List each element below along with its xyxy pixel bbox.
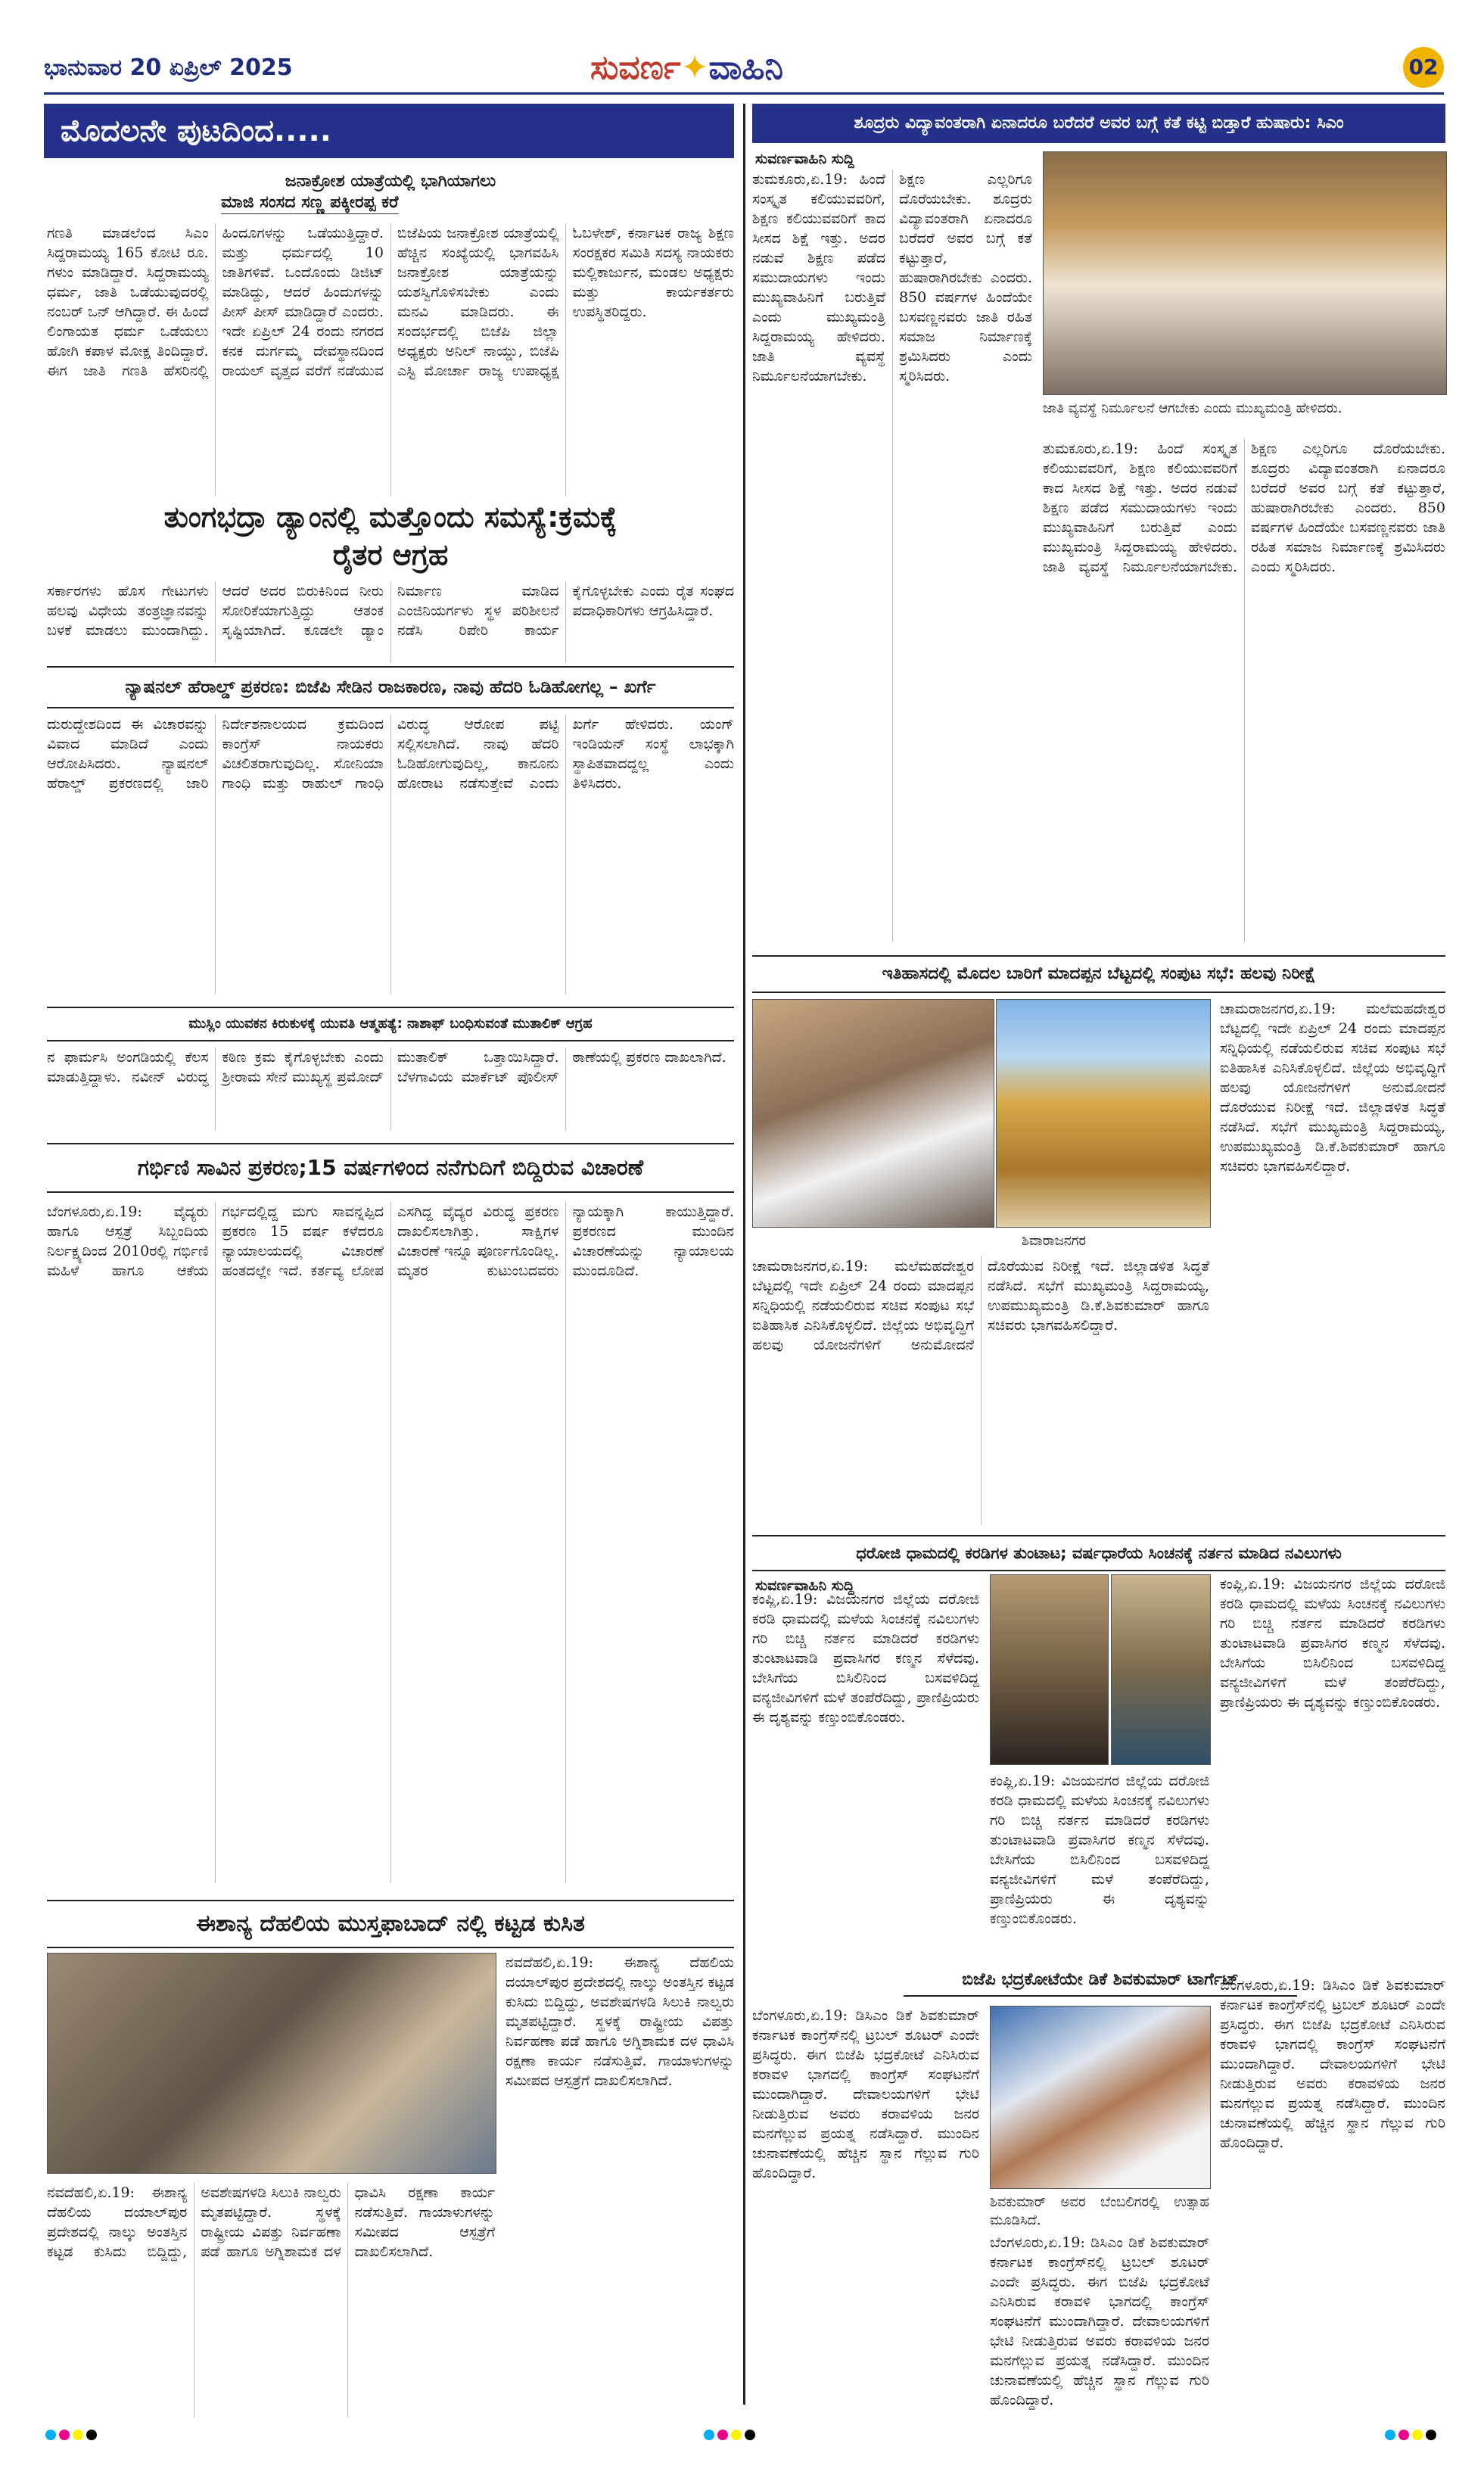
article-cm-janakrosha — [47, 168, 734, 486]
article-headline: ಈಶಾನ್ಯ ದೆಹಲಿಯ ಮುಸ್ತಫಾಬಾದ್ ನಲ್ಲಿ ಕಟ್ಟಡ ಕುಸಿತ — [47, 1900, 734, 1948]
article-body: ದುರುದ್ದೇಶದಿಂದ ಈ ವಿಚಾರವನ್ನು ವಿವಾದ ಮಾಡಿದೆ ಎಂದು ಆರೋಪಿಸಿದರು. ನ್ಯಾಷನಲ್ ಹೆರಾಲ್ಡ್ ಪ್ರಕರಣದಲ್ಲಿ ಜಾರಿ ನಿರ್ದೇಶನಾಲಯದ ಕ್ರಮದಿಂದ ಕಾಂಗ್ರೆಸ್ ನಾಯಕರು ವಿಚಲಿತರಾಗುವುದಿಲ್ಲ. ಸೋನಿಯಾ ಗಾಂಧಿ ಮತ್ತು ರಾಹುಲ್ ಗಾಂಧಿ ವಿರುದ್ಧ ಆರೋಪ ಪಟ್ಟಿ ಸಲ್ಲಿಸಲಾಗಿದೆ. ನಾವು ಹೆದರಿ ಓಡಿಹೋಗುವುದಿಲ್ಲ, ಕಾನೂನು ಹೋರಾಟ ನಡೆಸುತ್ತೇವೆ ಎಂದು ಖರ್ಗೆ ಹೇಳಿದರು. ಯಂಗ್ ಇಂಡಿಯನ್ ಸಂಸ್ಥೆ ಲಾಭಕ್ಕಾಗಿ ಸ್ಥಾಪಿತವಾದದ್ದಲ್ಲ ಎಂದು ತಿಳಿಸಿದರು. — [47, 716, 734, 792]
dks-body-3: ಬೆಂಗಳೂರು,ಏ.19: ಡಿಸಿಎಂ ಡಿಕೆ ಶಿವಕುಮಾರ್ ಕರ್ನಾಟಕ ಕಾಂಗ್ರೆಸ್‌ನಲ್ಲಿ ಟ್ರಬಲ್ ಶೂಟರ್ ಎಂದೇ ಪ್ರಸಿದ್ಧರು. ಈಗ ಬಿಜೆಪಿ ಭದ್ರಕೋಟೆ ಎನಿಸಿರುವ ಕರಾವಳಿ ಭಾಗದಲ್ಲಿ ಕಾಂಗ್ರೆಸ್ ಸಂಘಟನೆಗೆ ಮುಂದಾಗಿದ್ದಾರೆ. ದೇವಾಲಯಗಳಿಗೆ ಭೇಟಿ ನೀಡುತ್ತಿರುವ ಅವರು ಕರಾವಳಿಯ ಜನರ ಮನಗೆಲ್ಲುವ ಪ್ರಯತ್ನ ನಡೆಸಿದ್ದಾರೆ. ಮುಂದಿನ ಚುನಾವಣೆಯಲ್ಲಿ ಹೆಚ್ಚಿನ ಸ್ಥಾನ ಗೆಲ್ಲುವ ಗುರಿ ಹೊಂದಿದ್ದಾರೆ. — [1220, 1977, 1445, 2151]
cabinet-body-side: ಚಾಮರಾಜನಗರ,ಏ.19: ಮಲೆಮಹದೇಶ್ವರ ಬೆಟ್ಟದಲ್ಲಿ ಇದೇ ಏಪ್ರಿಲ್ 24 ರಂದು ಮಾದಪ್ಪನ ಸನ್ನಿಧಿಯಲ್ಲಿ ನಡೆಯಲಿರುವ ಸಚಿವ ಸಂಪುಟ ಸಭೆ ಐತಿಹಾಸಿಕ ಎನಿಸಿಕೊಳ್ಳಲಿದೆ. ಜಿಲ್ಲೆಯ ಅಭಿವೃದ್ಧಿಗೆ ಹಲವು ಯೋಜನೆಗಳಿಗೆ ಅನುಮೋದನೆ ದೊರೆಯುವ ನಿರೀಕ್ಷೆ ಇದೆ. ಜಿಲ್ಲಾಡಳಿತ ಸಿದ್ಧತೆ ನಡೆಸಿದೆ. ಸಭೆಗೆ ಮುಖ್ಯಮಂತ್ರಿ ಸಿದ್ದರಾಮಯ್ಯ, ಉಪಮುಖ್ಯಮಂತ್ರಿ ಡಿ.ಕೆ.ಶಿವಕುಮಾರ್ ಹಾಗೂ ಸಚಿವರು ಭಾಗವಹಿಸಲಿದ್ದಾರೆ. — [1220, 1001, 1445, 1175]
daroji-body: ಕಂಪ್ಲಿ,ಏ.19: ವಿಜಯನಗರ ಜಿಲ್ಲೆಯ ದರೋಜಿ ಕರಡಿ ಧಾಮದಲ್ಲಿ ಮಳೆಯ ಸಿಂಚನಕ್ಕೆ ನವಿಲುಗಳು ಗರಿ ಬಿಚ್ಚಿ ನರ್ತನ ಮಾಡಿದರೆ ಕರಡಿಗಳು ತುಂಟಾಟವಾಡಿ ಪ್ರವಾಸಿಗರ ಕಣ್ಮನ ಸೆಳೆದವು. ಬೇಸಿಗೆಯ ಬಿಸಿಲಿನಿಂದ ಬಸವಳಿದಿದ್ದ ವನ್ಯಜೀವಿಗಳಿಗೆ ಮಳೆ ತಂಪೆರೆದಿದ್ದು, ಪ್ರಾಣಿಪ್ರಿಯರು ಈ ದೃಶ್ಯವನ್ನು ಕಣ್ತುಂಬಿಕೊಂಡರು. — [752, 1591, 979, 1726]
article-national-herald — [47, 666, 734, 999]
article-body: ಸರ್ಕಾರಗಳು ಹೊಸ ಗೇಟುಗಳು ಹಲವು ವಿಧೇಯ ತಂತ್ರಜ್ಞಾನವನ್ನು ಬಳಕೆ ಮಾಡಲು ಮುಂದಾಗಿದ್ದು. ಆದರೆ ಅದರ ಬಿರುಕಿನಿಂದ ನೀರು ಸೋರಿಕೆಯಾಗುತ್ತಿದ್ದು ಆತಂಕ ಸೃಷ್ಟಿಯಾಗಿದೆ. ಕೂಡಲೇ ಡ್ಯಾಂ ನಿರ್ಮಾಣ ಮಾಡಿದ ಎಂಜಿನಿಯರ್ಗಳು ಸ್ಥಳ ಪರಿಶೀಲನೆ ನಡೆಸಿ ರಿಪೇರಿ ಕಾರ್ಯ ಕೈಗೊಳ್ಳಬೇಕು ಎಂದು ರೈತ ಸಂಘದ ಪದಾಧಿಕಾರಿಗಳು ಆಗ್ರಹಿಸಿದ್ದಾರೆ. — [47, 583, 734, 639]
dks-photo-caption: ಶಿವಕುಮಾರ್ ಅವರ ಬೆಂಬಲಿಗರಲ್ಲಿ ಉತ್ಸಾಹ ಮೂಡಿಸಿದೆ. — [990, 2194, 1209, 2228]
bears-photo — [990, 1574, 1109, 1765]
temple-gopuram-photo — [996, 999, 1211, 1228]
column-divider — [743, 104, 745, 2405]
cm-shudra-body-2: ತುಮಕೂರು,ಏ.19: ಹಿಂದೆ ಸಂಸ್ಕೃತ ಕಲಿಯುವವರಿಗೆ, ಶಿಕ್ಷಣ ಕಲಿಯುವವರಿಗೆ ಕಾದ ಸೀಸದ ಶಿಕ್ಷೆ ಇತ್ತು. ಅದರ ನಡುವೆ ಶಿಕ್ಷಣ ಪಡೆದ ಸಮುದಾಯಗಳು ಇಂದು ಮುಖ್ಯವಾಹಿನಿಗೆ ಬರುತ್ತಿವೆ ಎಂದು ಮುಖ್ಯಮಂತ್ರಿ ಸಿದ್ದರಾಮಯ್ಯ ಹೇಳಿದರು. ಜಾತಿ ವ್ಯವಸ್ಥೆ ನಿರ್ಮೂಲನೆಯಾಗಬೇಕು. ಶಿಕ್ಷಣ ಎಲ್ಲರಿಗೂ ದೊರೆಯಬೇಕು. ಶೂದ್ರರು ವಿದ್ಯಾವಂತರಾಗಿ ಏನಾದರೂ ಬರೆದರೆ ಅವರ ಬಗ್ಗೆ ಕತೆ ಕಟ್ಟುತ್ತಾರೆ, ಹುಷಾರಾಗಿರಬೇಕು ಎಂದರು. 850 ವರ್ಷಗಳ ಹಿಂದೆಯೇ ಬಸವಣ್ಣನವರು ಜಾತಿ ರಹಿತ ಸಮಾಜ ನಿರ್ಮಾಣಕ್ಕೆ ಶ್ರಮಿಸಿದರು ಎಂದು ಸ್ಮರಿಸಿದರು. — [1043, 441, 1445, 575]
cabinet-body: ಚಾಮರಾಜನಗರ,ಏ.19: ಮಲೆಮಹದೇಶ್ವರ ಬೆಟ್ಟದಲ್ಲಿ ಇದೇ ಏಪ್ರಿಲ್ 24 ರಂದು ಮಾದಪ್ಪನ ಸನ್ನಿಧಿಯಲ್ಲಿ ನಡೆಯಲಿರುವ ಸಚಿವ ಸಂಪುಟ ಸಭೆ ಐತಿಹಾಸಿಕ ಎನಿಸಿಕೊಳ್ಳಲಿದೆ. ಜಿಲ್ಲೆಯ ಅಭಿವೃದ್ಧಿಗೆ ಹಲವು ಯೋಜನೆಗಳಿಗೆ ಅನುಮೋದನೆ ದೊರೆಯುವ ನಿರೀಕ್ಷೆ ಇದೆ. ಜಿಲ್ಲಾಡಳಿತ ಸಿದ್ಧತೆ ನಡೆಸಿದೆ. ಸಭೆಗೆ ಮುಖ್ಯಮಂತ್ರಿ ಸಿದ್ದರಾಮಯ್ಯ, ಉಪಮುಖ್ಯಮಂತ್ರಿ ಡಿ.ಕೆ.ಶಿವಕುಮಾರ್ ಹಾಗೂ ಸಚಿವರು ಭಾಗವಹಿಸಲಿದ್ದಾರೆ. — [752, 1258, 1209, 1353]
brand-right: ವಾಹಿನಿ — [708, 48, 783, 87]
issue-date: ಭಾನುವಾರ 20 ಏಪ್ರಿಲ್ 2025 — [44, 54, 293, 81]
article-dateline: ಸುವರ್ಣವಾಹಿನಿ ಸುದ್ದಿ — [755, 1577, 854, 1594]
article-body: ಬೆಂಗಳೂರು,ಏ.19: ವೈದ್ಯರು ಹಾಗೂ ಆಸ್ಪತ್ರೆ ಸಿಬ್ಬಂದಿಯ ನಿರ್ಲಕ್ಷ್ಯದಿಂದ 2010ರಲ್ಲಿ ಗರ್ಭಿಣಿ ಮಹಿಳೆ ಹಾಗೂ ಆಕೆಯ ಗರ್ಭದಲ್ಲಿದ್ದ ಮಗು ಸಾವನ್ನಪ್ಪಿದ ಪ್ರಕರಣ 15 ವರ್ಷ ಕಳೆದರೂ ನ್ಯಾಯಾಲಯದಲ್ಲಿ ವಿಚಾರಣೆ ಹಂತದಲ್ಲೇ ಇದೆ. ಕರ್ತವ್ಯ ಲೋಪ ಎಸಗಿದ್ದ ವೈದ್ಯರ ವಿರುದ್ಧ ಪ್ರಕರಣ ದಾಖಲಿಸಲಾಗಿತ್ತು. ಸಾಕ್ಷಿಗಳ ವಿಚಾರಣೆ ಇನ್ನೂ ಪೂರ್ಣಗೊಂಡಿಲ್ಲ. ಮೃತರ ಕುಟುಂಬದವರು ನ್ಯಾಯಕ್ಕಾಗಿ ಕಾಯುತ್ತಿದ್ದಾರೆ. ಪ್ರಕರಣದ ಮುಂದಿನ ವಿಚಾರಣೆಯನ್ನು ನ್ಯಾಯಾಲಯ ಮುಂದೂಡಿದೆ. — [47, 1203, 734, 1279]
dk-shivakumar-photo — [990, 2006, 1211, 2189]
article-headline: ಮುಸ್ಲಿಂ ಯುವಕನ ಕಿರುಕುಳಕ್ಕೆ ಯುವತಿ ಆತ್ಮಹತ್ಯೆ: ನಾಶಾಫ್ ಬಂಧಿಸುವಂತೆ ಮುತಾಲಿಕ್ ಆಗ್ರಹ — [47, 1007, 734, 1041]
article-body: ನ ಫಾರ್ಮಸಿ ಅಂಗಡಿಯಲ್ಲಿ ಕೆಲಸ ಮಾಡುತ್ತಿದ್ದಾಳು. ನವೀನ್ ವಿರುದ್ಧ ಕಠಿಣ ಕ್ರಮ ಕೈಗೊಳ್ಳಬೇಕು ಎಂದು ಶ್ರೀರಾಮ ಸೇನೆ ಮುಖ್ಯಸ್ಥ ಪ್ರಮೋದ್ ಮುತಾಲಿಕ್ ಒತ್ತಾಯಿಸಿದ್ದಾರೆ. ಬೆಳಗಾವಿಯ ಮಾರ್ಕೆಟ್ ಪೊಲೀಸ್ ಠಾಣೆಯಲ್ಲಿ ಪ್ರಕರಣ ದಾಖಲಾಗಿದೆ. — [47, 1049, 726, 1085]
article-headline: ಧರೋಜಿ ಧಾಮದಲ್ಲಿ ಕರಡಿಗಳ ತುಂಟಾಟ; ವರ್ಷಧಾರೆಯ ಸಿಂಚನಕ್ಕೆ ನರ್ತನ ಮಾಡಿದ ನವಿಲುಗಳು — [752, 1535, 1445, 1571]
registration-marks-left — [45, 2430, 97, 2440]
article-pregnant-death — [47, 1143, 734, 1892]
newspaper-logo — [590, 48, 783, 87]
cm-photo-caption: ಜಾತಿ ವ್ಯವಸ್ಥೆ ನಿರ್ಮೂಲನೆ ಆಗಬೇಕು ಎಂದು ಮುಖ್ಯಮಂತ್ರಿ ಹೇಳಿದರು. — [1043, 400, 1342, 416]
article-dateline: ಸುವರ್ಣವಾಹಿನಿ ಸುದ್ದಿ — [755, 151, 854, 167]
temple-photo-caption: ಶಿವಾರಾಜನಗರ — [1022, 1233, 1087, 1249]
article-headline: ಗರ್ಭಿಣಿ ಸಾವಿನ ಪ್ರಕರಣ;15 ವರ್ಷಗಳಿಂದ ನನೆಗುದಿಗೆ ಬಿದ್ದಿರುವ ವಿಚಾರಣೆ — [47, 1143, 734, 1193]
cm-stage-photo — [1043, 151, 1447, 395]
article-muthalik — [47, 1007, 734, 1135]
article-headline: ಬಿಜೆಪಿ ಭದ್ರಕೋಟೆಯೇ ಡಿಕೆ ಶಿವಕುಮಾರ್ ಟಾರ್ಗೆಟ್ — [904, 1965, 1297, 1997]
article-headline: ನ್ಯಾಷನಲ್ ಹೆರಾಲ್ಡ್ ಪ್ರಕರಣ: ಬಿಜೆಪಿ ಸೇಡಿನ ರಾಜಕಾರಣ, ನಾವು ಹೆದರಿ ಓಡಿಹೋಗಲ್ಲ – ಖರ್ಗೆ — [47, 666, 734, 708]
masthead — [44, 47, 1444, 95]
page-number: 02 — [1403, 47, 1444, 88]
mustafabad-body: ನವದೆಹಲಿ,ಏ.19: ಈಶಾನ್ಯ ದೆಹಲಿಯ ದಯಾಲ್‌ಪುರ ಪ್ರದೇಶದಲ್ಲಿ ನಾಲ್ಕು ಅಂತಸ್ತಿನ ಕಟ್ಟಡ ಕುಸಿದು ಬಿದ್ದಿದ್ದು, ಅವಶೇಷಗಳಡಿ ಸಿಲುಕಿ ನಾಲ್ವರು ಮೃತಪಟ್ಟಿದ್ದಾರೆ. ಸ್ಥಳಕ್ಕೆ ರಾಷ್ಟ್ರೀಯ ವಿಪತ್ತು ನಿರ್ವಹಣಾ ಪಡೆ ಹಾಗೂ ಅಗ್ನಿಶಾಮಕ ದಳ ಧಾವಿಸಿ ರಕ್ಷಣಾ ಕಾರ್ಯ ನಡೆಸುತ್ತಿವೆ. ಗಾಯಾಳುಗಳನ್ನು ಸಮೀಪದ ಆಸ್ಪತ್ರೆಗೆ ದಾಖಲಿಸಲಾಗಿದೆ. — [47, 2184, 495, 2260]
article-headline: ಇತಿಹಾಸದಲ್ಲಿ ಮೊದಲ ಬಾರಿಗೆ ಮಾದಪ್ಪನ ಬೆಟ್ಟದಲ್ಲಿ ಸಂಪುಟ ಸಭೆ: ಹಲವು ನಿರೀಕ್ಷೆ — [752, 955, 1445, 993]
sun-icon: ✦ — [680, 48, 709, 87]
peacock-photo — [1111, 1574, 1211, 1765]
daroji-body-2: ಕಂಪ್ಲಿ,ಏ.19: ವಿಜಯನಗರ ಜಿಲ್ಲೆಯ ದರೋಜಿ ಕರಡಿ ಧಾಮದಲ್ಲಿ ಮಳೆಯ ಸಿಂಚನಕ್ಕೆ ನವಿಲುಗಳು ಗರಿ ಬಿಚ್ಚಿ ನರ್ತನ ಮಾಡಿದರೆ ಕರಡಿಗಳು ತುಂಟಾಟವಾಡಿ ಪ್ರವಾಸಿಗರ ಕಣ್ಮನ ಸೆಳೆದವು. ಬೇಸಿಗೆಯ ಬಿಸಿಲಿನಿಂದ ಬಸವಳಿದಿದ್ದ ವನ್ಯಜೀವಿಗಳಿಗೆ ಮಳೆ ತಂಪೆರೆದಿದ್ದು, ಪ್ರಾಣಿಪ್ರಿಯರು ಈ ದೃಶ್ಯವನ್ನು ಕಣ್ತುಂಬಿಕೊಂಡರು. — [990, 1773, 1209, 1927]
daroji-body-3: ಕಂಪ್ಲಿ,ಏ.19: ವಿಜಯನಗರ ಜಿಲ್ಲೆಯ ದರೋಜಿ ಕರಡಿ ಧಾಮದಲ್ಲಿ ಮಳೆಯ ಸಿಂಚನಕ್ಕೆ ನವಿಲುಗಳು ಗರಿ ಬಿಚ್ಚಿ ನರ್ತನ ಮಾಡಿದರೆ ಕರಡಿಗಳು ತುಂಟಾಟವಾಡಿ ಪ್ರವಾಸಿಗರ ಕಣ್ಮನ ಸೆಳೆದವು. ಬೇಸಿಗೆಯ ಬಿಸಿಲಿನಿಂದ ಬಸವಳಿದಿದ್ದ ವನ್ಯಜೀವಿಗಳಿಗೆ ಮಳೆ ತಂಪೆರೆದಿದ್ದು, ಪ್ರಾಣಿಪ್ರಿಯರು ಈ ದೃಶ್ಯವನ್ನು ಕಣ್ತುಂಬಿಕೊಂಡರು. — [1220, 1576, 1445, 1711]
article-subkicker: ಮಾಜಿ ಸಂಸದ ಸಣ್ಣ ಪಕ್ಕೀರಪ್ಪ ಕರೆ — [221, 192, 399, 214]
section-heading: ಮೊದಲನೇ ಪುಟದಿಂದ..... — [44, 104, 734, 158]
dks-body-2: ಬೆಂಗಳೂರು,ಏ.19: ಡಿಸಿಎಂ ಡಿಕೆ ಶಿವಕುಮಾರ್ ಕರ್ನಾಟಕ ಕಾಂಗ್ರೆಸ್‌ನಲ್ಲಿ ಟ್ರಬಲ್ ಶೂಟರ್ ಎಂದೇ ಪ್ರಸಿದ್ಧರು. ಈಗ ಬಿಜೆಪಿ ಭದ್ರಕೋಟೆ ಎನಿಸಿರುವ ಕರಾವಳಿ ಭಾಗದಲ್ಲಿ ಕಾಂಗ್ರೆಸ್ ಸಂಘಟನೆಗೆ ಮುಂದಾಗಿದ್ದಾರೆ. ದೇವಾಲಯಗಳಿಗೆ ಭೇಟಿ ನೀಡುತ್ತಿರುವ ಅವರು ಕರಾವಳಿಯ ಜನರ ಮನಗೆಲ್ಲುವ ಪ್ರಯತ್ನ ನಡೆಸಿದ್ದಾರೆ. ಮುಂದಿನ ಚುನಾವಣೆಯಲ್ಲಿ ಹೆಚ್ಚಿನ ಸ್ಥಾನ ಗೆಲ್ಲುವ ಗುರಿ ಹೊಂದಿದ್ದಾರೆ. — [990, 2234, 1209, 2408]
registration-marks-right — [1385, 2430, 1436, 2440]
brand-left: ಸುವರ್ಣ — [590, 48, 681, 87]
cabinet-press-photo — [752, 999, 994, 1228]
article-body: ಗಣತಿ ಮಾಡಲೆಂದ ಸಿಎಂ ಸಿದ್ದರಾಮಯ್ಯ 165 ಕೋಟಿ ರೂ. ಗಳುಂ ಮಾಡಿದ್ದಾರೆ. ಸಿದ್ದರಾಮಯ್ಯ ಧರ್ಮ, ಜಾತಿ ಒಡೆಯುವುದರಲ್ಲಿ ನಂಬರ್ ಒನ್ ಆಗಿದ್ದಾರೆ. ಈ ಹಿಂದೆ ಲಿಂಗಾಯತ ಧರ್ಮ ಒಡೆಯಲು ಹೋಗಿ ಕಪಾಳ ಮೋಕ್ಷ ತಿಂದಿದ್ದಾರೆ. ಈಗ ಜಾತಿ ಗಣತಿ ಹೆಸರಿನಲ್ಲಿ ಹಿಂದೂಗಳನ್ನು ಒಡೆಯುತ್ತಿದ್ದಾರೆ. ಮತ್ತು ಧರ್ಮದಲ್ಲಿ 10 ಜಾತಿಗಳಿವೆ. ಒಂದೊಂದು ಡಿಜಿಟ್ ಮಾಡಿದ್ದು, ಆದರೆ ಹಿಂದುಗಳನ್ನು ಪೀಸ್ ಪೀಸ್ ಮಾಡಿದ್ದಾರೆ ಎಂದರು. ಇದೇ ಏಪ್ರಿಲ್ 24 ರಂದು ನಗರದ ಕನಕ ದುರ್ಗಮ್ಮ ದೇವಸ್ಥಾನದಿಂದ ರಾಯಲ್ ವೃತ್ತದ ವರೆಗೆ ನಡೆಯುವ ಬಿಜೆಪಿಯ ಜನಾಕ್ರೋಶ ಯಾತ್ರೆಯಲ್ಲಿ ಹೆಚ್ಚಿನ ಸಂಖ್ಯೆಯಲ್ಲಿ ಭಾಗವಹಿಸಿ ಜನಾಕ್ರೋಶ ಯಾತ್ರೆಯನ್ನು ಯಶಸ್ವಿಗೊಳಿಸಬೇಕು ಎಂದು ಮನವಿ ಮಾಡಿದರು. ಈ ಸಂದರ್ಭದಲ್ಲಿ ಬಿಜೆಪಿ ಜಿಲ್ಲಾ ಅಧ್ಯಕ್ಷರು ಅನಿಲ್ ನಾಯ್ಡು, ಬಿಜೆಪಿ ಎಸ್ಟಿ ಮೋರ್ಚಾ ರಾಜ್ಯ ಉಪಾಧ್ಯಕ್ಷ ಓಬಳೇಶ್, ಕರ್ನಾಟಕ ರಾಜ್ಯ ಶಿಕ್ಷಣ ಸಂರಕ್ಷಕರ ಸಮಿತಿ ಸದಸ್ಯ ನಾಯಕರು ಮಲ್ಲಿಕಾರ್ಜುನ, ಮಂಡಲ ಅಧ್ಯಕ್ಷರು ಮತ್ತು ಕಾರ್ಯಕರ್ತರು ಉಪಸ್ಥಿತರಿದ್ದರು. — [47, 225, 734, 379]
article-headline: ತುಂಗಭದ್ರಾ ಡ್ಯಾಂನಲ್ಲಿ ಮತ್ತೊಂದು ಸಮಸ್ಯೆ:ಕ್ರಮಕ್ಕೆ ರೈತರ ಆಗ್ರಹ — [163, 500, 618, 571]
dks-body: ಬೆಂಗಳೂರು,ಏ.19: ಡಿಸಿಎಂ ಡಿಕೆ ಶಿವಕುಮಾರ್ ಕರ್ನಾಟಕ ಕಾಂಗ್ರೆಸ್‌ನಲ್ಲಿ ಟ್ರಬಲ್ ಶೂಟರ್ ಎಂದೇ ಪ್ರಸಿದ್ಧರು. ಈಗ ಬಿಜೆಪಿ ಭದ್ರಕೋಟೆ ಎನಿಸಿರುವ ಕರಾವಳಿ ಭಾಗದಲ್ಲಿ ಕಾಂಗ್ರೆಸ್ ಸಂಘಟನೆಗೆ ಮುಂದಾಗಿದ್ದಾರೆ. ದೇವಾಲಯಗಳಿಗೆ ಭೇಟಿ ನೀಡುತ್ತಿರುವ ಅವರು ಕರಾವಳಿಯ ಜನರ ಮನಗೆಲ್ಲುವ ಪ್ರಯತ್ನ ನಡೆಸಿದ್ದಾರೆ. ಮುಂದಿನ ಚುನಾವಣೆಯಲ್ಲಿ ಹೆಚ್ಚಿನ ಸ್ಥಾನ ಗೆಲ್ಲುವ ಗುರಿ ಹೊಂದಿದ್ದಾರೆ. — [752, 2007, 979, 2181]
article-kicker: ಜನಾಕ್ರೋಶ ಯಾತ್ರೆಯಲ್ಲಿ ಭಾಗಿಯಾಗಲು — [285, 172, 496, 191]
mustafabad-body-side: ನವದೆಹಲಿ,ಏ.19: ಈಶಾನ್ಯ ದೆಹಲಿಯ ದಯಾಲ್‌ಪುರ ಪ್ರದೇಶದಲ್ಲಿ ನಾಲ್ಕು ಅಂತಸ್ತಿನ ಕಟ್ಟಡ ಕುಸಿದು ಬಿದ್ದಿದ್ದು, ಅವಶೇಷಗಳಡಿ ಸಿಲುಕಿ ನಾಲ್ವರು ಮೃತಪಟ್ಟಿದ್ದಾರೆ. ಸ್ಥಳಕ್ಕೆ ರಾಷ್ಟ್ರೀಯ ವಿಪತ್ತು ನಿರ್ವಹಣಾ ಪಡೆ ಹಾಗೂ ಅಗ್ನಿಶಾಮಕ ದಳ ಧಾವಿಸಿ ರಕ್ಷಣಾ ಕಾರ್ಯ ನಡೆಸುತ್ತಿವೆ. ಗಾಯಾಳುಗಳನ್ನು ಸಮೀಪದ ಆಸ್ಪತ್ರೆಗೆ ದಾಖಲಿಸಲಾಗಿದೆ. — [506, 1954, 734, 2089]
cm-shudra-body: ತುಮಕೂರು,ಏ.19: ಹಿಂದೆ ಸಂಸ್ಕೃತ ಕಲಿಯುವವರಿಗೆ, ಶಿಕ್ಷಣ ಕಲಿಯುವವರಿಗೆ ಕಾದ ಸೀಸದ ಶಿಕ್ಷೆ ಇತ್ತು. ಅದರ ನಡುವೆ ಶಿಕ್ಷಣ ಪಡೆದ ಸಮುದಾಯಗಳು ಇಂದು ಮುಖ್ಯವಾಹಿನಿಗೆ ಬರುತ್ತಿವೆ ಎಂದು ಮುಖ್ಯಮಂತ್ರಿ ಸಿದ್ದರಾಮಯ್ಯ ಹೇಳಿದರು. ಜಾತಿ ವ್ಯವಸ್ಥೆ ನಿರ್ಮೂಲನೆಯಾಗಬೇಕು. ಶಿಕ್ಷಣ ಎಲ್ಲರಿಗೂ ದೊರೆಯಬೇಕು. ಶೂದ್ರರು ವಿದ್ಯಾವಂತರಾಗಿ ಏನಾದರೂ ಬರೆದರೆ ಅವರ ಬಗ್ಗೆ ಕತೆ ಕಟ್ಟುತ್ತಾರೆ, ಹುಷಾರಾಗಿರಬೇಕು ಎಂದರು. 850 ವರ್ಷಗಳ ಹಿಂದೆಯೇ ಬಸವಣ್ಣನವರು ಜಾತಿ ರಹಿತ ಸಮಾಜ ನಿರ್ಮಾಣಕ್ಕೆ ಶ್ರಮಿಸಿದರು ಎಂದು ಸ್ಮರಿಸಿದರು. — [752, 171, 1032, 384]
article-tungabhadra — [47, 490, 734, 665]
registration-marks-center — [704, 2430, 755, 2440]
building-collapse-photo — [47, 1953, 496, 2174]
article-headline: ಶೂದ್ರರು ವಿದ್ಯಾವಂತರಾಗಿ ಏನಾದರೂ ಬರೆದರೆ ಅವರ ಬಗ್ಗೆ ಕತೆ ಕಟ್ಟಿ ಬಿಡ್ತಾರೆ ಹುಷಾರು: ಸಿಎಂ — [752, 104, 1445, 143]
